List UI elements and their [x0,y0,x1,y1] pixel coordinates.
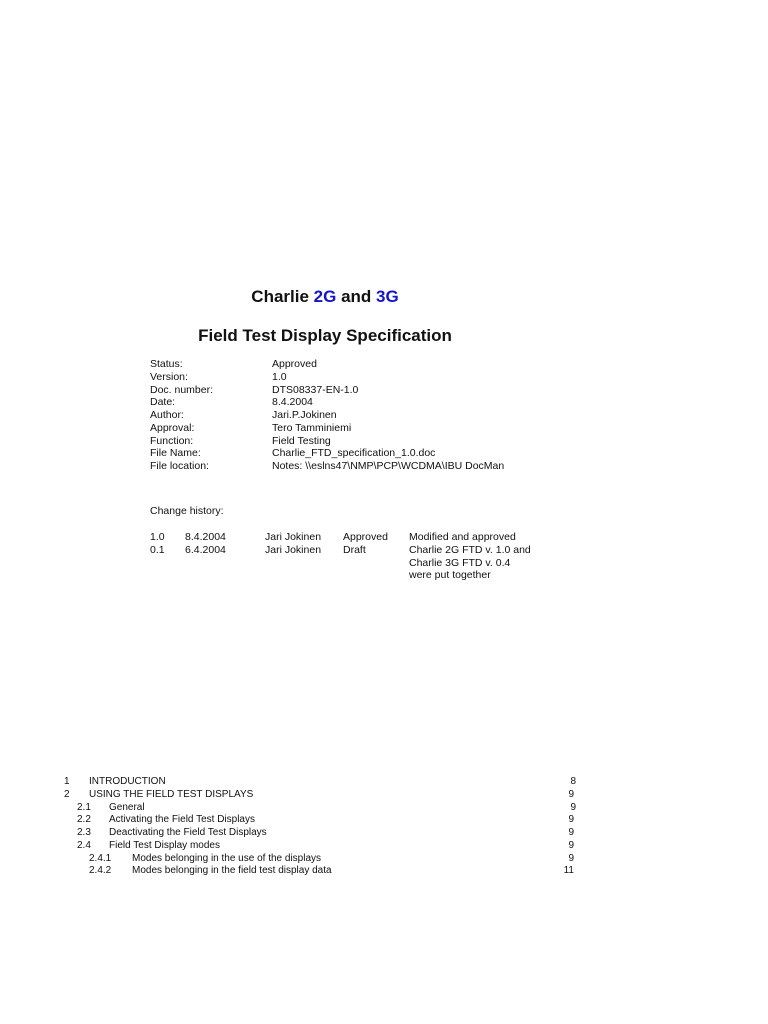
meta-row-author [150,409,504,422]
meta-value: Jari.P.Jokinen [272,409,337,421]
toc-page: 9 [568,852,574,864]
toc-page: 9 [568,814,574,826]
document-metadata [150,358,504,473]
title-part-and: and [336,287,377,306]
meta-value: 1.0 [272,370,287,383]
meta-row-doc-number [150,384,504,397]
toc-entry[interactable] [0,853,574,866]
toc-page: 9 [568,827,574,838]
toc-number: 2.4.1 [89,852,112,864]
history-version: 1.0 [150,531,165,543]
history-author: Jari Jokinen [265,531,322,543]
toc-title-label[interactable]: Modes belonging in the field test display data [132,865,332,877]
meta-row-date [150,396,504,409]
toc-number: 2.3 [77,827,91,838]
toc-number: 2.4.2 [89,865,112,877]
toc-page: 9 [570,801,576,813]
meta-row-approval [150,422,504,435]
toc-title-label[interactable]: Deactivating the Field Test Displays [109,827,267,838]
table-of-contents [0,776,768,878]
meta-value: Tero Tamminiemi [272,421,352,434]
meta-row-function [150,435,504,448]
toc-entry[interactable] [0,802,576,815]
title-3g: 3G [376,287,399,306]
toc-title[interactable] [109,814,567,827]
title-part-charlie: Charlie [251,287,314,306]
history-description: Modified and approved [409,531,516,543]
toc-title-label[interactable]: USING THE FIELD TEST DISPLAYS [89,788,254,800]
toc-title[interactable] [132,853,567,866]
doc-title [0,287,650,307]
meta-label: File Name: [150,447,201,460]
toc-title-label[interactable]: Modes belonging in the use of the displays [132,852,322,864]
toc-number: 2.1 [77,801,91,813]
history-date: 8.4.2004 [185,531,226,543]
meta-row-file-location [150,460,504,473]
toc-title[interactable] [89,776,569,789]
meta-value: DTS08337-EN-1.0 [272,383,359,396]
history-row [150,544,534,582]
meta-label: Status: [150,358,183,370]
meta-label: Date: [150,396,176,409]
toc-number: 2 [64,788,70,800]
history-row [150,531,534,544]
history-description: Charlie 2G FTD v. 1.0 and Charlie 3G FTD v. 0.4 were put together [409,543,531,582]
meta-label: Version: [150,370,188,383]
meta-value: Charlie_FTD_specification_1.0.doc [272,447,436,460]
history-status: Draft [343,543,366,556]
toc-number: 2.4 [77,839,91,851]
toc-entry[interactable] [0,814,574,827]
toc-page: 11 [563,865,574,877]
toc-title-label[interactable]: Activating the Field Test Displays [109,814,255,826]
toc-entry[interactable] [0,840,574,853]
toc-title[interactable] [109,827,567,840]
toc-page: 8 [570,776,576,787]
history-version: 0.1 [150,543,165,556]
toc-number: 1 [64,776,70,787]
meta-label: Doc. number: [150,383,214,396]
history-author: Jari Jokinen [265,543,322,556]
toc-title[interactable] [109,802,569,815]
meta-value: Approved [272,358,317,370]
toc-entry[interactable] [0,776,576,789]
meta-row-version [150,371,504,384]
toc-entry[interactable] [0,865,574,878]
meta-label: Author: [150,409,184,421]
toc-page: 9 [568,839,574,851]
meta-label: Approval: [150,421,195,434]
toc-title[interactable] [109,840,567,853]
meta-label: Function: [150,434,194,447]
change-history-heading: Change history: [150,505,224,517]
toc-title-label[interactable]: General [109,801,145,813]
history-date: 6.4.2004 [185,543,226,556]
toc-title[interactable] [132,865,562,878]
meta-value: Field Testing [272,434,331,447]
meta-label: File location: [150,460,209,472]
doc-subtitle: Field Test Display Specification [198,326,452,345]
toc-number: 2.2 [77,814,91,826]
meta-row-file-name [150,447,504,460]
meta-value: 8.4.2004 [272,396,313,409]
toc-entry[interactable] [0,827,574,840]
toc-title-label[interactable]: INTRODUCTION [89,776,166,787]
title-2g: 2G [313,287,337,306]
toc-entry[interactable] [0,789,574,802]
change-history-table [150,531,534,582]
toc-title-label[interactable]: Field Test Display modes [109,839,220,851]
toc-title[interactable] [89,789,567,802]
history-status: Approved [343,531,388,543]
meta-row-status [150,358,504,371]
toc-page: 9 [568,788,574,800]
meta-value: Notes: \\eslns47\NMP\PCP\WCDMA\IBU DocMan [272,460,505,472]
